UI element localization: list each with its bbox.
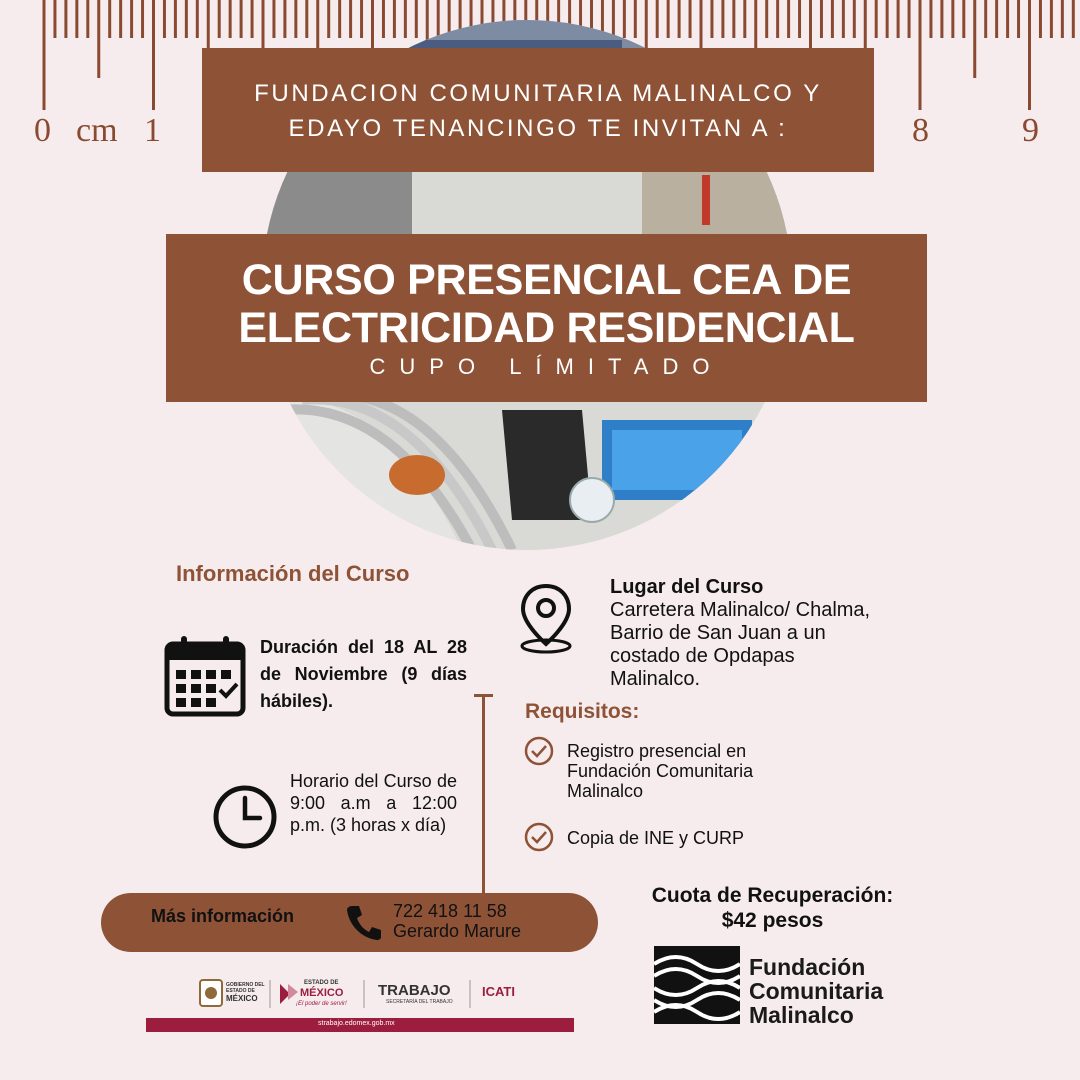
course-title-banner [166, 234, 927, 402]
ruler-label-1: 1 [144, 112, 161, 149]
fee-block [620, 883, 925, 933]
contact-phone[interactable] [393, 901, 521, 941]
slogan-text: ¡El poder de servir! [296, 1001, 347, 1007]
phone-icon [346, 903, 382, 941]
contact-label: Más información [151, 906, 295, 926]
brand-line-2: Comunitaria [749, 978, 884, 1004]
estado-de-text: ESTADO DE [304, 980, 339, 986]
calendar-icon [163, 634, 247, 718]
fundacion-logo-icon [654, 946, 740, 1024]
ruler-label-9: 9 [1022, 112, 1039, 149]
ruler-label-cm: cm [76, 112, 118, 149]
location-pin-icon [517, 582, 575, 656]
mexico-text: MÉXICO [300, 987, 344, 999]
ruler-label-8: 8 [912, 112, 929, 149]
edomex-text-1: GOBIERNO DEL [226, 982, 265, 988]
course-subtitle: CUPO LÍMITADO [369, 354, 724, 379]
fee-label: Cuota de Recuperación: [651, 884, 894, 907]
ruler-label-0: 0 [34, 112, 51, 149]
requirement-item-1: Registro presencial en Fundación Comunitaria Malinalco [567, 741, 754, 801]
trabajo-text: TRABAJO [378, 982, 451, 999]
fee-amount: $42 pesos [721, 909, 824, 932]
invite-line-2: EDAYO TENANCINGO TE INVITAN A : [288, 115, 788, 142]
location-text: Carretera Malinalco/ Chalma, Barrio de San Juan a un costado de Opdapas Malinalco. [610, 599, 871, 690]
course-title-line-2: ELECTRICIDAD RESIDENCIAL [238, 304, 855, 352]
contact-name: Gerardo Marure [393, 921, 522, 941]
invite-line-1: FUNDACION COMUNITARIA MALINALCO Y [254, 80, 822, 107]
brand-line-3: Malinalco [749, 1002, 854, 1028]
icati-text: ICATI [482, 984, 515, 999]
course-duration: Duración del 18 AL 28 de Noviembre (9 días hábiles). [260, 637, 467, 711]
clock-icon [212, 784, 278, 850]
course-title-line-1: CURSO PRESENCIAL CEA DE [241, 256, 852, 304]
government-url[interactable]: strabajo.edomex.gob.mx [318, 1020, 395, 1027]
brand-line-1: Fundación [749, 954, 866, 980]
contact-phone-number[interactable]: 722 418 11 58 [393, 901, 507, 921]
vertical-divider [482, 695, 485, 895]
check-circle-icon [523, 821, 555, 853]
secretaria-text: SECRETARÍA DEL TRABAJO [386, 999, 453, 1005]
fundacion-name [749, 955, 883, 1027]
requirements-heading: Requisitos: [525, 700, 640, 723]
edomex-logo-text [226, 982, 265, 1003]
check-circle-icon [523, 735, 555, 767]
invite-banner [202, 48, 874, 172]
info-heading: Información del Curso [176, 561, 410, 586]
edomex-text-3: MÉXICO [226, 994, 258, 1003]
course-schedule: Horario del Curso de 9:00 a.m a 12:00 p.m. (3 horas x día) [290, 771, 457, 835]
location-title: Lugar del Curso [610, 576, 764, 598]
government-logos [196, 976, 526, 1012]
requirement-item-2: Copia de INE y CURP [567, 828, 745, 848]
edomex-text-2: ESTADO DE [226, 988, 255, 994]
